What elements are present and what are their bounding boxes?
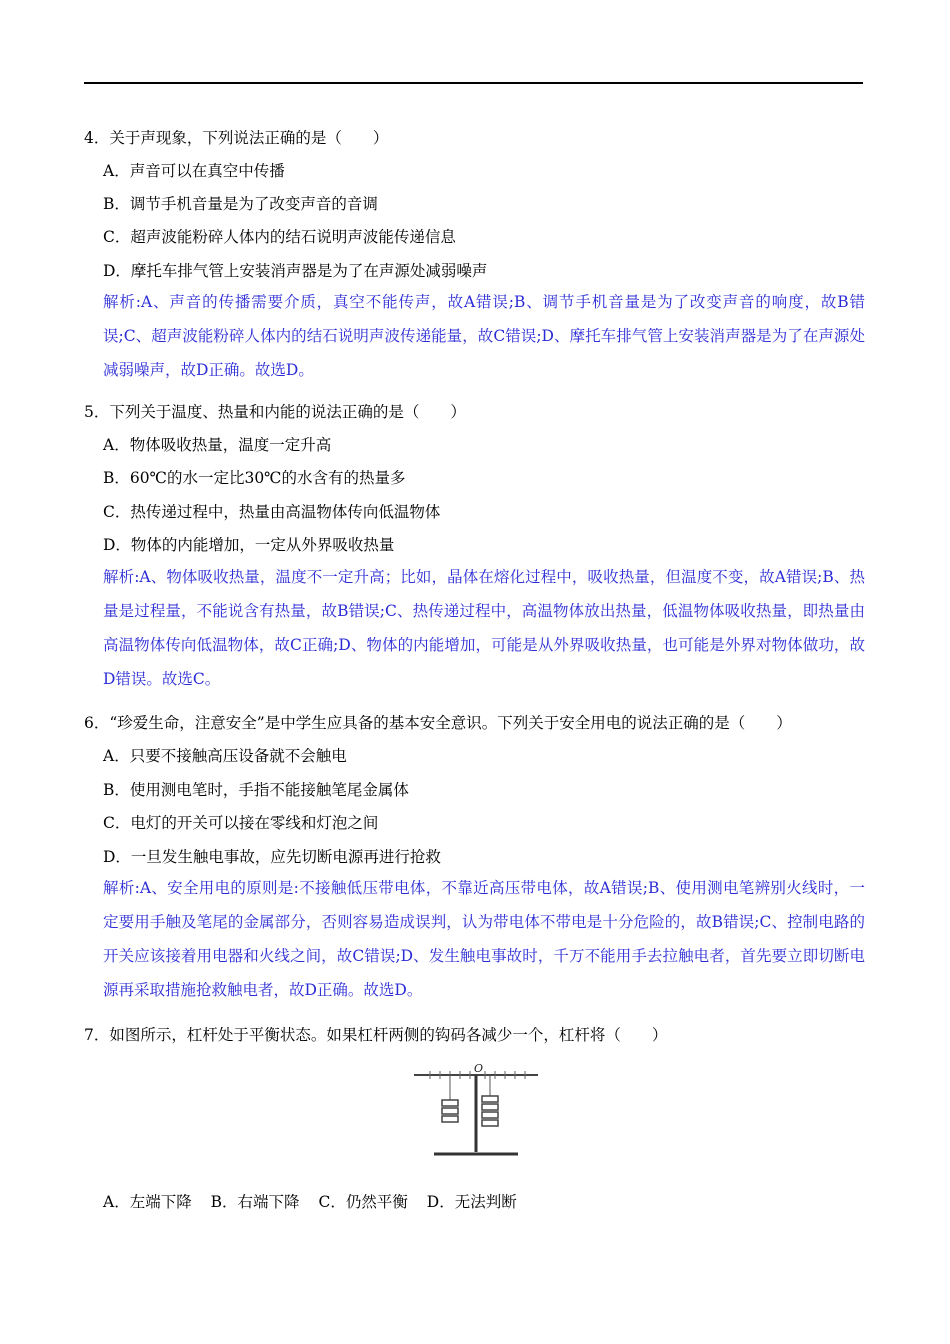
question-7-option-d: D．无法判断 [426,1193,517,1211]
question-7-option-a: A．左端下降 [103,1193,192,1211]
question-4-option-b: B．调节手机音量是为了改变声音的音调 [103,195,378,213]
question-7-option-b: B．右端下降 [210,1193,300,1211]
question-6-option-a: A．只要不接触高压设备就不会触电 [103,747,347,765]
question-7-option-c: C．仍然平衡 [318,1193,408,1211]
question-6-stem: 6．“珍爱生命，注意安全”是中学生应具备的基本安全意识。下列关于安全用电的说法正确的是（ ） [84,714,792,732]
question-4-option-c: C．超声波能粉碎人体内的结石说明声波能传递信息 [103,228,456,246]
lever-figure [410,1062,540,1160]
question-7-options [103,1192,531,1212]
question-5-analysis: 解析:A、物体吸收热量，温度不一定升高；比如，晶体在熔化过程中，吸收热量，但温度不变，故A错误;B、热量是过程量，不能说含有热量，故B错误;C、热传递过程中，高温物体放出热量，低温物体吸收热量，即热量由高温物体传向低温物体，故C正确;D、物体的内能增加，可能是从外界吸收热量，也可能是外界对物体做功，故D错误。故选C。 [103,568,865,688]
question-7-stem: 7．如图所示，杠杆处于平衡状态。如果杠杆两侧的钩码各减少一个，杠杆将（ ） [84,1026,668,1044]
question-5-stem: 5．下列关于温度、热量和内能的说法正确的是（ ） [84,403,466,421]
question-4-analysis: 解析:A、声音的传播需要介质，真空不能传声，故A错误;B、调节手机音量是为了改变声音的响度，故B错误;C、超声波能粉碎人体内的结石说明声波传递能量，故C错误;D、摩托车排气管上安装消声器是为了在声源处减弱噪声，故D正确。故选D。 [103,293,865,379]
question-4-option-a: A．声音可以在真空中传播 [103,162,285,180]
question-6-analysis: 解析:A、安全用电的原则是:不接触低压带电体，不靠近高压带电体，故A错误;B、使用测电笔辨别火线时，一定要用手触及笔尾的金属部分，否则容易造成误判，认为带电体不带电是十分危险的，故B错误;C、控制电路的开关应该接着用电器和火线之间，故C错误;D、发生触电事故时，千万不能用手去拉触电者，首先要立即切断电源再采取措施抢救触电者，故D正确。故选D。 [103,879,865,999]
question-5-option-c: C．热传递过程中，热量由高温物体传向低温物体 [103,503,441,521]
question-4-option-d: D．摩托车排气管上安装消声器是为了在声源处减弱噪声 [103,262,488,280]
question-6-option-d: D．一旦发生触电事故，应先切断电源再进行抢救 [103,848,441,866]
question-6-option-b: B．使用测电笔时，手指不能接触笔尾金属体 [103,781,409,799]
question-5-option-d: D．物体的内能增加，一定从外界吸收热量 [103,536,395,554]
question-4-stem: 4．关于声现象，下列说法正确的是（ ） [84,129,389,147]
pivot-label: O [474,1062,484,1075]
header-rule [84,82,863,84]
question-5-option-b: B．60℃的水一定比30℃的水含有的热量多 [103,469,406,487]
question-6-option-c: C．电灯的开关可以接在零线和灯泡之间 [103,814,379,832]
question-5-option-a: A．物体吸收热量，温度一定升高 [103,436,332,454]
